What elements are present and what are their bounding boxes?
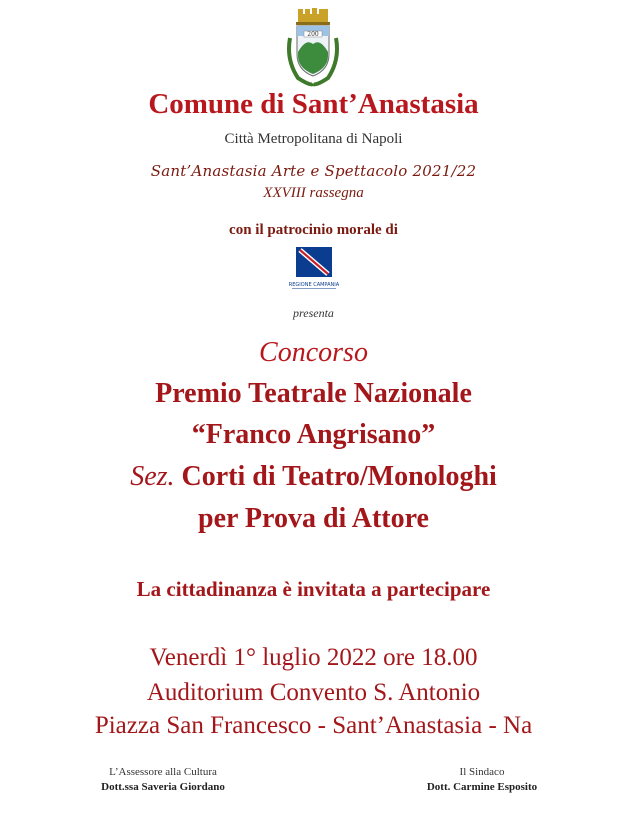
comune-title: Comune di Sant’Anastasia bbox=[148, 88, 479, 120]
metro-subtitle: Città Metropolitana di Napoli bbox=[224, 131, 403, 147]
section-line bbox=[0, 461, 627, 493]
rassegna-edition: XXVIII rassegna bbox=[263, 185, 364, 201]
premio-name: “Franco Angrisano” bbox=[191, 419, 436, 450]
sindaco-name: Dott. Carmine Esposito bbox=[426, 781, 538, 793]
patrocinio-text: con il patrocinio morale di bbox=[229, 222, 398, 238]
concorso-heading: Concorso bbox=[259, 337, 368, 368]
signature-sindaco bbox=[402, 765, 562, 795]
prova-subtitle: per Prova di Attore bbox=[198, 503, 429, 534]
regione-label: REGIONE CAMPANIA bbox=[288, 282, 340, 288]
presenta-text: presenta bbox=[293, 306, 334, 320]
invitation-text: La cittadinanza è invitata a partecipare bbox=[136, 577, 491, 601]
sindaco-role: Il Sindaco bbox=[459, 766, 505, 778]
comune-crest-logo bbox=[280, 8, 346, 88]
crest-year-text: 200 bbox=[307, 31, 319, 39]
section-name: Corti di Teatro/Monologhi bbox=[181, 461, 497, 492]
event-address: Piazza San Francesco - Sant’Anastasia - Na bbox=[94, 712, 533, 739]
event-date: Venerdì 1° luglio 2022 ore 18.00 bbox=[149, 644, 478, 671]
premio-title: Premio Teatrale Nazionale bbox=[155, 378, 472, 409]
assessore-role: L’Assessore alla Cultura bbox=[109, 766, 217, 778]
regione-campania-logo bbox=[286, 245, 342, 291]
section-label: Sez. bbox=[130, 461, 175, 492]
signature-assessore bbox=[78, 765, 248, 795]
rassegna-title: Sant’Anastasia Arte e Spettacolo 2021/22 bbox=[150, 162, 477, 180]
event-venue: Auditorium Convento S. Antonio bbox=[146, 679, 481, 706]
assessore-name: Dott.ssa Saveria Giordano bbox=[101, 781, 225, 793]
